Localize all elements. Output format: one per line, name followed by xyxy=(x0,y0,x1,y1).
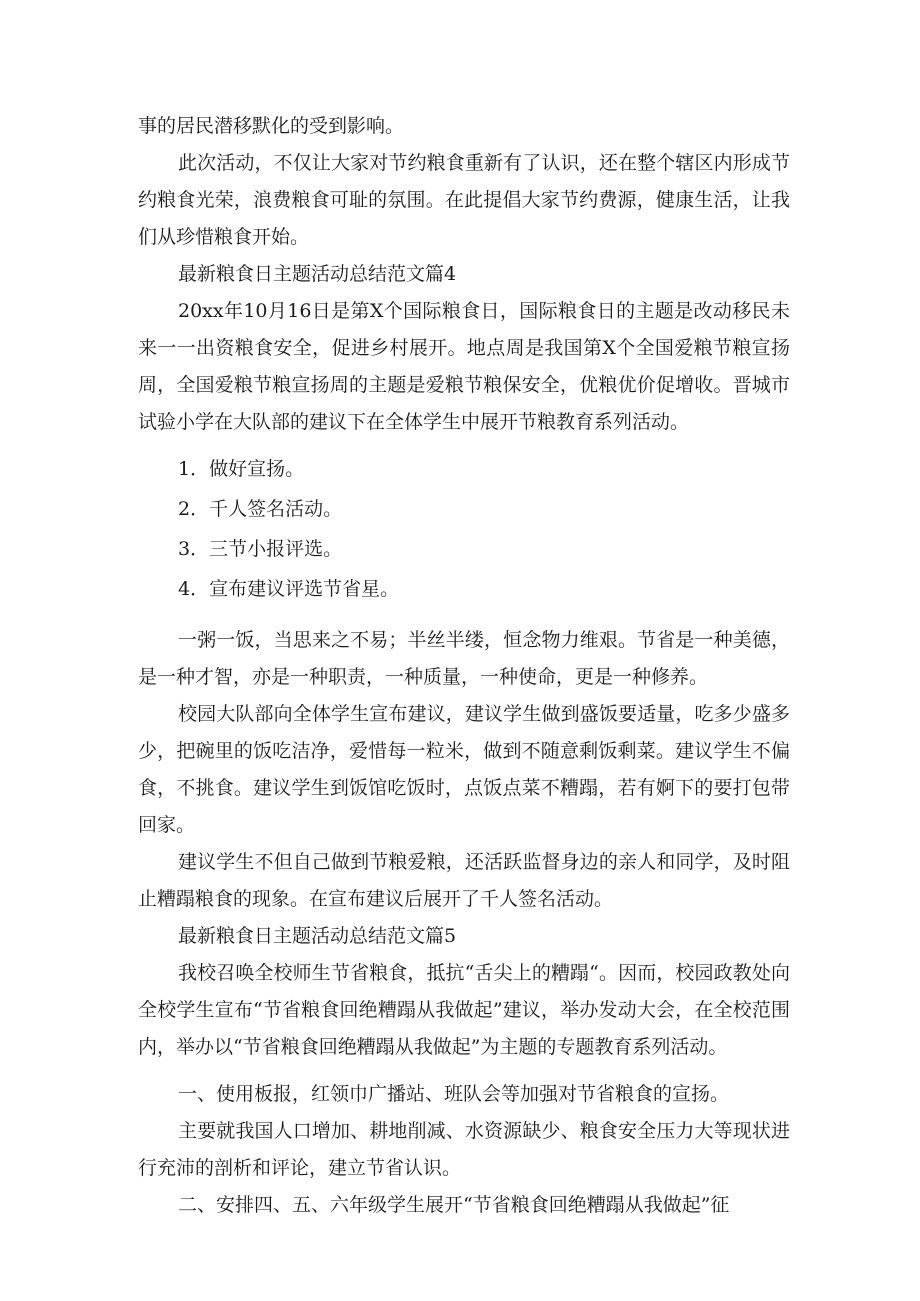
paragraph: 主要就我国人口增加、耕地削减、水资源缺少、粮食安全压力大等现状进行充沛的剖析和评论，建立节省认识。 xyxy=(138,1120,790,1179)
section-heading: 最新粮食日主题活动总结范文篇4 xyxy=(178,263,457,285)
section-heading: 最新粮食日主题活动总结范文篇5 xyxy=(178,925,457,947)
paragraph: 20xx年10月16日是第X个国际粮食日，国际粮食日的主题是改动移民未来一一出资粮食安全，促进乡村展开。地点周是我国第X个全国爱粮节粮宣扬周，全国爱粮节粮宣扬周的主题是爱粮节粮保安全，优粮优价促增收。晋城市试验小学在大队部的建议下在全体学生中展开节粮教育系列活动。 xyxy=(138,300,790,433)
paragraph: 我校召唤全校师生节省粮食，抵抗“舌尖上的糟蹋“。因而，校园政教处向全校学生宣布“节省粮食回绝糟蹋从我做起”建议，举办发动大会，在全校范围内，举办以“节省粮食回绝糟蹋从我做起”为主题的专题教育系列活动。 xyxy=(138,962,790,1058)
list-item: 4．宣布建议评选节省星。 xyxy=(178,578,400,600)
paragraph: 建议学生不但自己做到节粮爱粮，还活跃监督身边的亲人和同学，及时阻止糟蹋粮食的现象。在宣布建议后展开了千人签名活动。 xyxy=(138,851,790,910)
paragraph: 此次活动，不仅让大家对节约粮食重新有了认识，还在整个辖区内形成节约粮食光荣，浪费粮食可耻的氛围。在此提倡大家节约费源，健康生活，让我们从珍惜粮食开始。 xyxy=(138,152,790,248)
paragraph: 一粥一饭，当思来之不易；半丝半缕，恒念物力维艰。节省是一种美德，是一种才智，亦是一种职责，一种质量，一种使命，更是一种修养。 xyxy=(138,629,790,688)
list-item: 1．做好宣扬。 xyxy=(178,458,305,480)
list-item: 3．三节小报评选。 xyxy=(178,538,343,560)
document-body xyxy=(138,108,790,1224)
paragraph-continuation: 事的居民潜移默化的受到影响。 xyxy=(138,115,405,137)
paragraph: 二、安排四、五、六年级学生展开“节省粮食回绝糟蹋从我做起”征 xyxy=(178,1194,730,1216)
list-item: 2．千人签名活动。 xyxy=(178,498,343,520)
paragraph: 校园大队部向全体学生宣布建议，建议学生做到盛饭要适量，吃多少盛多少，把碗里的饭吃洁净，爱惜每一粒米，做到不随意剩饭剩菜。建议学生不偏食，不挑食。建议学生到饭馆吃饭时，点饭点菜不糟蹋，若有婀下的要打包带回家。 xyxy=(138,703,790,836)
paragraph: 一、使用板报，红领巾广播站、班队会等加强对节省粮食的宣扬。 xyxy=(178,1083,730,1105)
